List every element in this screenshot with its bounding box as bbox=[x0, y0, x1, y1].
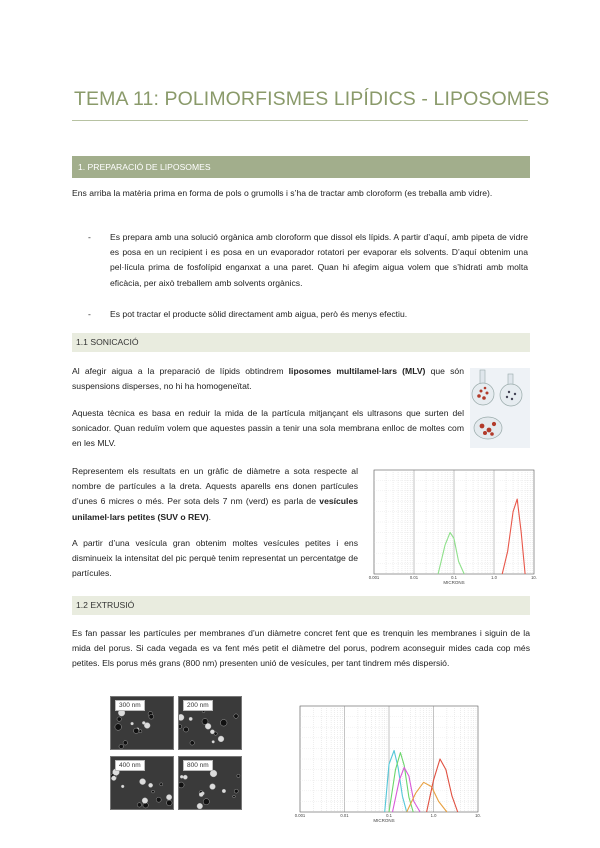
page-title: TEMA 11: POLIMORFISMES LIPÍDICS - LIPOSOMES bbox=[74, 88, 550, 110]
micrograph-label: 800 nm bbox=[183, 760, 213, 771]
bullet-mark: - bbox=[88, 232, 91, 242]
x-tick-label: 0.1 bbox=[386, 813, 392, 818]
bullet-mark: - bbox=[88, 309, 91, 319]
micrograph bbox=[110, 696, 174, 750]
flask-round bbox=[472, 383, 494, 405]
x-tick-label: 10. bbox=[531, 575, 537, 580]
title-divider bbox=[72, 120, 528, 121]
sonicacio-paragraph-4: A partir d’una vesícula gran obtenim moltes vesícules petites i ens disminueix la intensitat del pic perquè tenim representat un percentatge de partícules. bbox=[72, 538, 358, 579]
chart-grid bbox=[300, 706, 478, 812]
extrusion-size-chart bbox=[292, 702, 492, 824]
subsection-heading-sonicacio: 1.1 SONICACIÓ bbox=[72, 333, 530, 352]
flask-illustration bbox=[470, 368, 530, 448]
bullet-item: Es pot tractar el producte sòlid directament amb aigua, però és menys efectiu. bbox=[110, 309, 408, 319]
flask-neck bbox=[480, 370, 485, 384]
intro-paragraph: Ens arriba la matèria prima en forma de pols o grumolls i s’ha de tractar amb cloroform (es treballa amb vidre). bbox=[72, 188, 493, 198]
x-tick-label: 0.001 bbox=[294, 813, 306, 818]
micrograph bbox=[178, 756, 242, 810]
x-axis-label: MICRONS bbox=[373, 818, 395, 823]
micrograph bbox=[110, 756, 174, 810]
x-tick-label: 10. bbox=[475, 813, 481, 818]
micrograph bbox=[178, 696, 242, 750]
micrograph-label: 300 nm bbox=[115, 700, 145, 711]
bullet-item: Es prepara amb una solució orgànica amb cloroform que dissol els lípids. A partir d’aquí, amb pipeta de vidre es posa en un recipient i es posa en un evaporador rotatori per evaporar els solvents. D’aquí obtenim una pel·lícula prima de fosfolípid enganxat a una paret. Quan hi afegim aigua volem que s’hidrati amb molta eficàcia, per això treballem amb solvents orgànics. bbox=[110, 232, 528, 288]
micrograph-label: 400 nm bbox=[115, 760, 145, 771]
section-heading-preparacio: 1. PREPARACIÓ DE LIPOSOMES bbox=[72, 156, 530, 178]
subsection-heading-extrusio: 1.2 EXTRUSIÓ bbox=[72, 596, 530, 615]
chart-grid bbox=[374, 470, 534, 574]
x-tick-label: 0.01 bbox=[340, 813, 349, 818]
x-tick-label: 1.0 bbox=[430, 813, 437, 818]
x-tick-label: 0.001 bbox=[368, 575, 380, 580]
flask-round bbox=[500, 384, 522, 406]
sonicacio-paragraph-2: Aquesta tècnica es basa en reduir la mida de la partícula mitjançant els ultrasons que surten del sonicador. Quan reduïm volem que aquestes passin a tenir una sola membrana enlloc de moltes com en les MLV. bbox=[72, 408, 464, 449]
extrusio-paragraph: Es fan passar les partícules per membranes d’un diàmetre concret fent que es trenquin les membranes i siguin de la mida del porus. Si cada vegada es va fent més petit el diàmetre del porus, podrem aconseguir mides cada cop més petites. Els porus més grans (800 nm) presenten unió de vesícules, per tant tindrem més dispersió. bbox=[72, 628, 530, 669]
x-tick-label: 0.01 bbox=[409, 575, 419, 580]
sonicacio-paragraph-3: Representem els resultats en un gràfic de diàmetre a sota respecte al nombre de partícules a la dreta. Aquests aparells ens donen partícules d’unes 6 micres o més. Per sota dels 7 nm (verd) es parla de vesícules unilamel·lars petites (SUV o REV). bbox=[72, 466, 358, 522]
sonicacio-paragraph-1: Al afegir aigua a la preparació de lípids obtindrem liposomes multilamel·lars (MLV) que són suspensions disperses, no hi ha homogeneïtat. bbox=[72, 366, 464, 392]
sonication-size-chart bbox=[366, 466, 546, 586]
x-tick-label: 1.0 bbox=[491, 575, 497, 580]
micrograph-label: 200 nm bbox=[183, 700, 213, 711]
x-axis-label: MICRONS bbox=[443, 580, 465, 585]
x-tick-label: 0.1 bbox=[451, 575, 457, 580]
